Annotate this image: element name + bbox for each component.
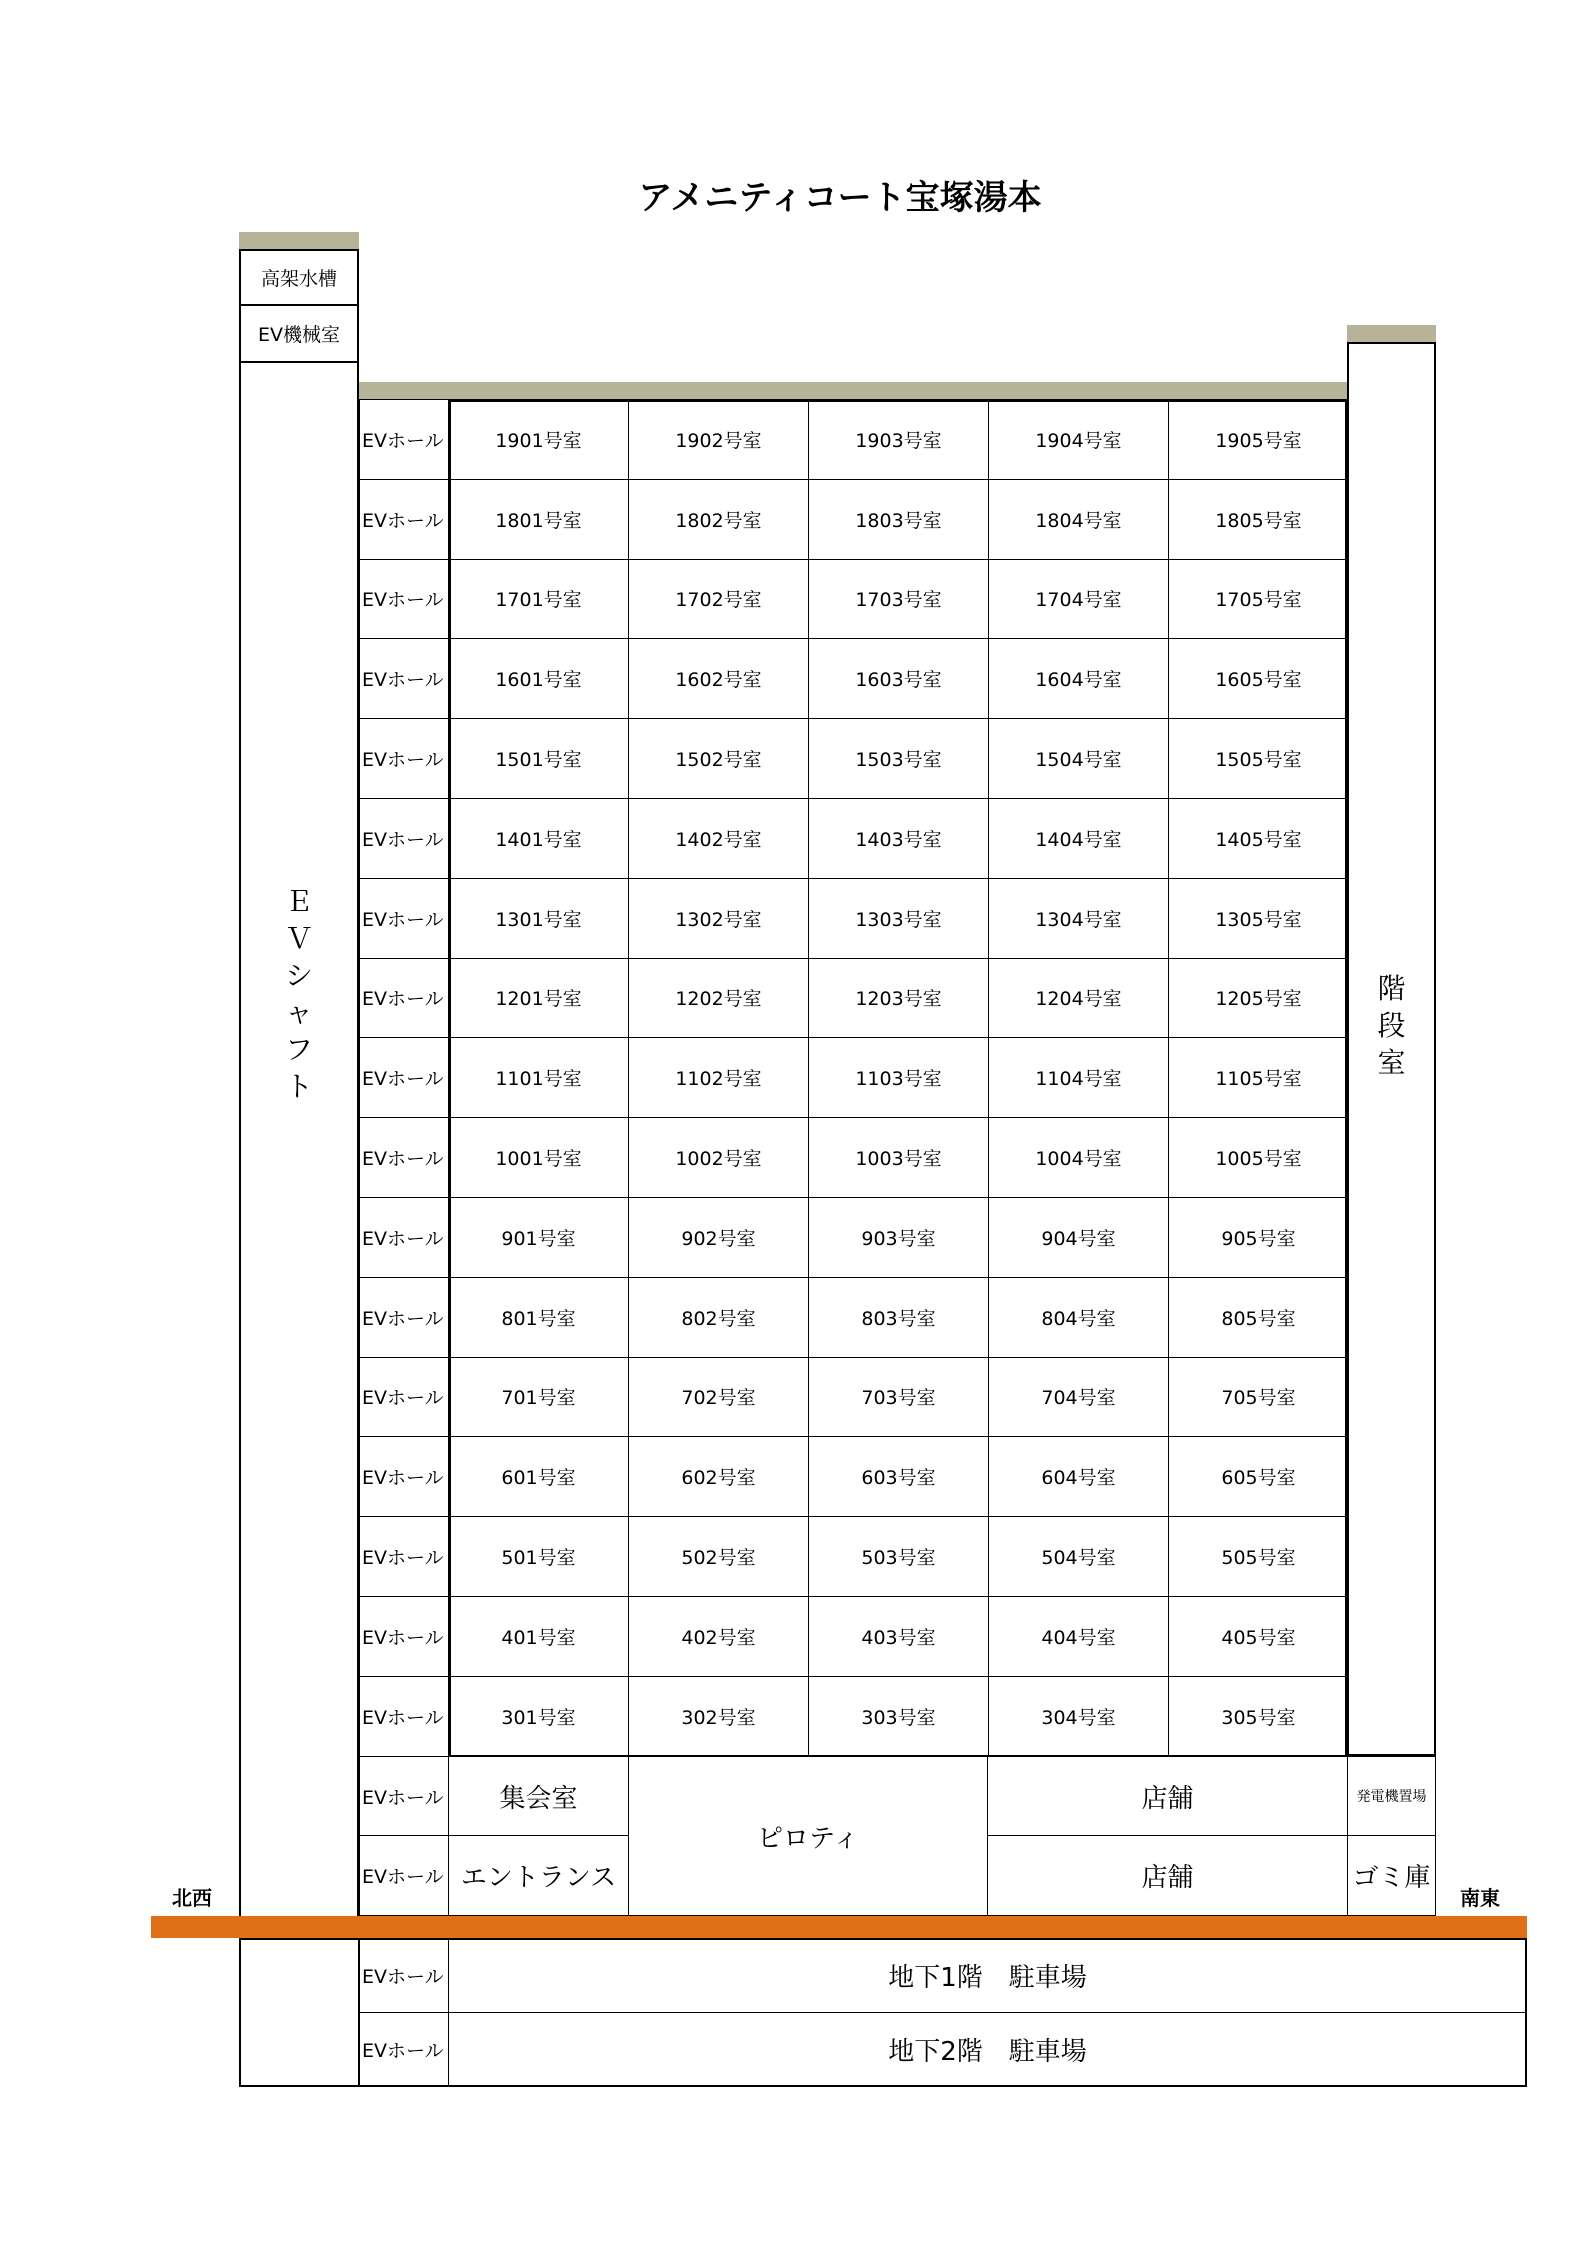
- unit-room: 1702号室: [628, 559, 809, 640]
- ev-hall-floor-7: EVホール: [359, 1357, 449, 1438]
- shop-upper: 店舗: [987, 1756, 1348, 1836]
- unit-room: 1704号室: [988, 559, 1169, 640]
- unit-room: 505号室: [1168, 1516, 1349, 1597]
- ev-hall-floor-13: EVホール: [359, 878, 449, 959]
- unit-room: 1305号室: [1168, 878, 1349, 959]
- unit-room: 604号室: [988, 1436, 1169, 1517]
- unit-room: 1101号室: [448, 1037, 629, 1118]
- ev-shaft-label: Ｅ Ｖ シ ャ フ ト: [284, 885, 313, 1103]
- unit-room: 1402号室: [628, 798, 809, 879]
- unit-room: 903号室: [808, 1197, 989, 1278]
- unit-room: 1005号室: [1168, 1117, 1349, 1198]
- unit-room: 1902号室: [628, 399, 809, 480]
- unit-room: 704号室: [988, 1357, 1169, 1438]
- unit-room: 1203号室: [808, 958, 989, 1039]
- unit-room: 302号室: [628, 1676, 809, 1757]
- left-tower-roof-cap: [239, 232, 359, 249]
- meeting-room: 集会室: [448, 1756, 629, 1836]
- unit-room: 1104号室: [988, 1037, 1169, 1118]
- ev-hall-floor-8: EVホール: [359, 1277, 449, 1358]
- unit-room: 901号室: [448, 1197, 629, 1278]
- water-tank: 高架水槽: [239, 249, 359, 306]
- unit-room: 1805号室: [1168, 479, 1349, 560]
- unit-room: 1102号室: [628, 1037, 809, 1118]
- ev-hall-floor-5: EVホール: [359, 1516, 449, 1597]
- shop-lower: 店舗: [987, 1835, 1348, 1916]
- unit-room: 305号室: [1168, 1676, 1349, 1757]
- unit-room: 705号室: [1168, 1357, 1349, 1438]
- stair-room: [1347, 342, 1436, 1756]
- unit-room: 1602号室: [628, 638, 809, 719]
- ev-hall-floor-10: EVホール: [359, 1117, 449, 1198]
- unit-room: 503号室: [808, 1516, 989, 1597]
- unit-room: 501号室: [448, 1516, 629, 1597]
- unit-room: 1802号室: [628, 479, 809, 560]
- orientation-northwest: 北西: [172, 1886, 212, 1910]
- unit-room: 1502号室: [628, 718, 809, 799]
- unit-room: 801号室: [448, 1277, 629, 1358]
- unit-room: 1604号室: [988, 638, 1169, 719]
- basement-border: [239, 1938, 1527, 2087]
- unit-room: 602号室: [628, 1436, 809, 1517]
- unit-room: 701号室: [448, 1357, 629, 1438]
- ground-line: [151, 1916, 1527, 1938]
- ev-hall-floor-18: EVホール: [359, 479, 449, 560]
- stair-room-label: 階 段 室: [1377, 971, 1406, 1079]
- unit-room: 802号室: [628, 1277, 809, 1358]
- unit-room: 1001号室: [448, 1117, 629, 1198]
- unit-room: 1501号室: [448, 718, 629, 799]
- unit-room: 804号室: [988, 1277, 1169, 1358]
- generator-area: 発電機置場: [1347, 1756, 1436, 1836]
- unit-room: 1903号室: [808, 399, 989, 480]
- orientation-southeast: 南東: [1460, 1886, 1500, 1910]
- unit-room: 1404号室: [988, 798, 1169, 879]
- ev-hall-ground-lower: EVホール: [359, 1835, 449, 1916]
- ev-hall-floor-14: EVホール: [359, 798, 449, 879]
- unit-room: 1803号室: [808, 479, 989, 560]
- parking-b1: 地下1階 駐車場: [448, 1938, 1527, 2013]
- unit-room: 304号室: [988, 1676, 1169, 1757]
- unit-room: 405号室: [1168, 1596, 1349, 1677]
- ev-hall-floor-15: EVホール: [359, 718, 449, 799]
- unit-room: 1004号室: [988, 1117, 1169, 1198]
- unit-room: 1002号室: [628, 1117, 809, 1198]
- unit-room: 1301号室: [448, 878, 629, 959]
- ev-hall-b2: EVホール: [359, 2012, 449, 2087]
- unit-room: 703号室: [808, 1357, 989, 1438]
- unit-room: 1901号室: [448, 399, 629, 480]
- garbage-room: ゴミ庫: [1347, 1835, 1436, 1916]
- ev-machine-room: EV機械室: [239, 304, 359, 363]
- ev-hall-floor-3: EVホール: [359, 1676, 449, 1757]
- unit-room: 1201号室: [448, 958, 629, 1039]
- piloti: ピロティ: [628, 1756, 988, 1916]
- unit-room: 605号室: [1168, 1436, 1349, 1517]
- unit-room: 1801号室: [448, 479, 629, 560]
- unit-room: 1603号室: [808, 638, 989, 719]
- unit-room: 1703号室: [808, 559, 989, 640]
- unit-room: 1105号室: [1168, 1037, 1349, 1118]
- ev-hall-b1: EVホール: [359, 1938, 449, 2013]
- ev-hall-floor-9: EVホール: [359, 1197, 449, 1278]
- right-tower-roof-cap: [1347, 325, 1436, 342]
- unit-room: 1904号室: [988, 399, 1169, 480]
- ev-shaft: [239, 361, 359, 1923]
- unit-room: 905号室: [1168, 1197, 1349, 1278]
- unit-room: 401号室: [448, 1596, 629, 1677]
- unit-room: 803号室: [808, 1277, 989, 1358]
- residential-block-border: [448, 399, 1348, 1758]
- ev-hall-ground-upper: EVホール: [359, 1756, 449, 1836]
- unit-room: 1705号室: [1168, 559, 1349, 640]
- unit-room: 1605号室: [1168, 638, 1349, 719]
- unit-room: 1304号室: [988, 878, 1169, 959]
- ev-hall-floor-4: EVホール: [359, 1596, 449, 1677]
- unit-room: 404号室: [988, 1596, 1169, 1677]
- unit-room: 1403号室: [808, 798, 989, 879]
- unit-room: 1103号室: [808, 1037, 989, 1118]
- unit-room: 805号室: [1168, 1277, 1349, 1358]
- unit-room: 904号室: [988, 1197, 1169, 1278]
- ev-hall-floor-11: EVホール: [359, 1037, 449, 1118]
- ev-hall-floor-19: EVホール: [359, 399, 449, 480]
- ev-hall-floor-16: EVホール: [359, 638, 449, 719]
- unit-room: 1303号室: [808, 878, 989, 959]
- unit-room: 902号室: [628, 1197, 809, 1278]
- unit-room: 1804号室: [988, 479, 1169, 560]
- unit-room: 1202号室: [628, 958, 809, 1039]
- building-title: アメニティコート宝塚湯本: [638, 177, 1042, 218]
- unit-room: 403号室: [808, 1596, 989, 1677]
- unit-room: 1503号室: [808, 718, 989, 799]
- main-roof-cap: [359, 382, 1347, 399]
- ev-hall-floor-6: EVホール: [359, 1436, 449, 1517]
- unit-room: 1302号室: [628, 878, 809, 959]
- unit-room: 301号室: [448, 1676, 629, 1757]
- unit-room: 502号室: [628, 1516, 809, 1597]
- unit-room: 1504号室: [988, 718, 1169, 799]
- unit-room: 1905号室: [1168, 399, 1349, 480]
- unit-room: 1205号室: [1168, 958, 1349, 1039]
- unit-room: 303号室: [808, 1676, 989, 1757]
- unit-room: 702号室: [628, 1357, 809, 1438]
- entrance: エントランス: [448, 1835, 629, 1916]
- unit-room: 1701号室: [448, 559, 629, 640]
- unit-room: 603号室: [808, 1436, 989, 1517]
- parking-b2: 地下2階 駐車場: [448, 2012, 1527, 2087]
- ev-hall-floor-17: EVホール: [359, 559, 449, 640]
- unit-room: 1601号室: [448, 638, 629, 719]
- unit-room: 1003号室: [808, 1117, 989, 1198]
- unit-room: 601号室: [448, 1436, 629, 1517]
- unit-room: 402号室: [628, 1596, 809, 1677]
- unit-room: 1505号室: [1168, 718, 1349, 799]
- unit-room: 504号室: [988, 1516, 1169, 1597]
- ev-hall-floor-12: EVホール: [359, 958, 449, 1039]
- unit-room: 1204号室: [988, 958, 1169, 1039]
- unit-room: 1401号室: [448, 798, 629, 879]
- unit-room: 1405号室: [1168, 798, 1349, 879]
